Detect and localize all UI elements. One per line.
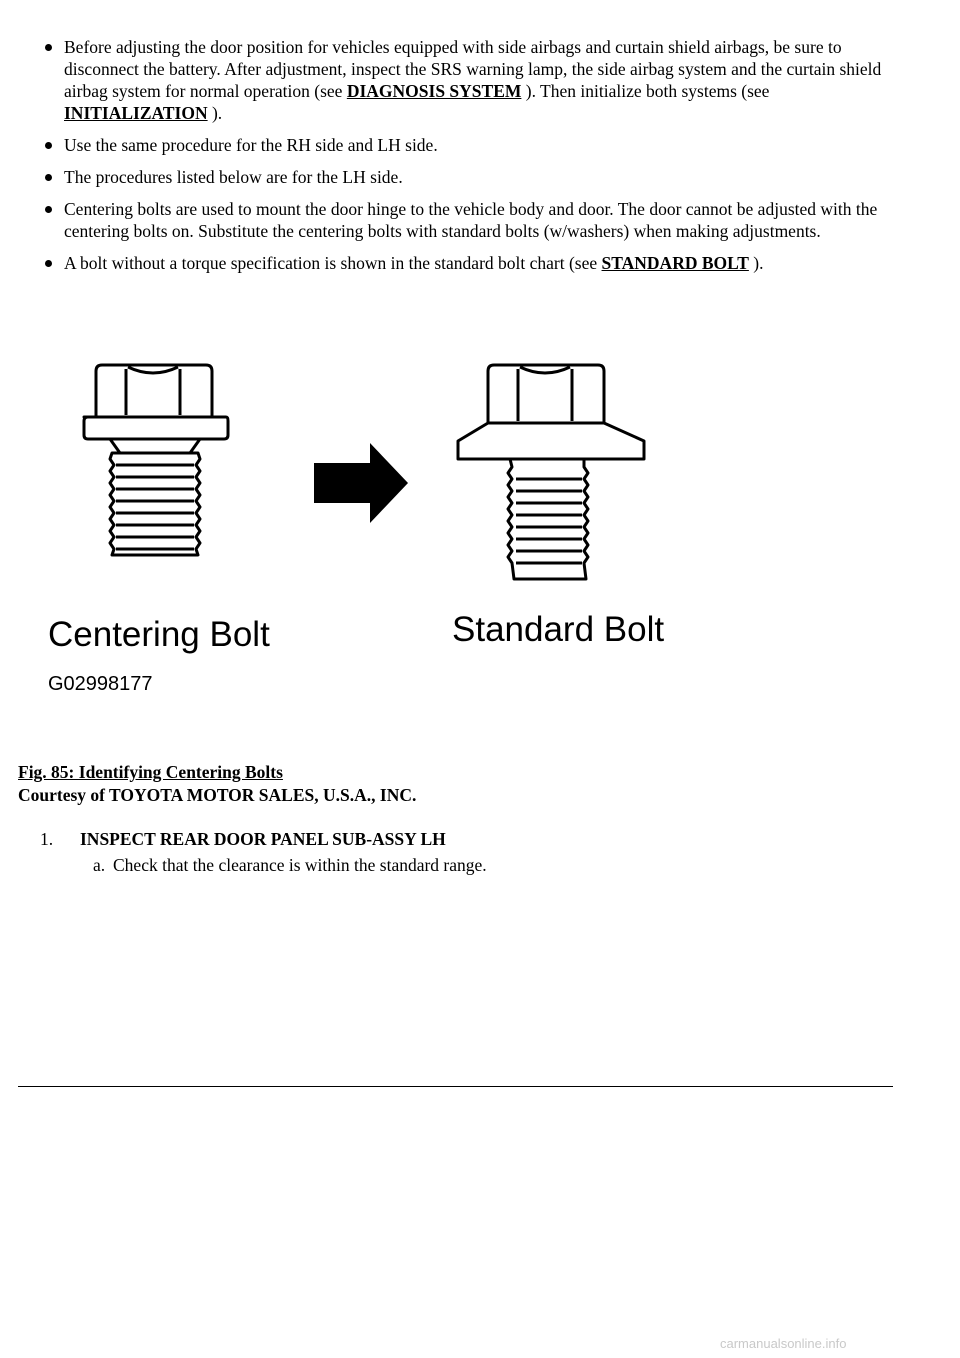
watermark: carmanualsonline.info (720, 1336, 847, 1351)
note-item: Centering bolts are used to mount the door hinge to the vehicle body and door. The door cannot be adjusted with the centering bolts on. Substitute the centering bolts with standard bolts (w/washers) when making adjustments. (40, 198, 910, 242)
step-number: 1. (40, 829, 54, 849)
procedure-substep (93, 855, 487, 876)
step-title: INSPECT REAR DOOR PANEL SUB-ASSY LH (80, 829, 446, 849)
initialization-link[interactable]: INITIALIZATION (64, 103, 208, 123)
bullet-icon (45, 206, 52, 213)
centering-bolt-label: Centering Bolt (48, 615, 270, 654)
figure-caption-title: Fig. 85: Identifying Centering Bolts (18, 762, 283, 782)
note-item: A bolt without a torque specification is shown in the standard bolt chart (see STANDARD BOLT ). (40, 252, 910, 274)
page-divider (18, 1086, 893, 1087)
standard-bolt-link[interactable]: STANDARD BOLT (601, 253, 749, 273)
procedure-step (40, 829, 446, 850)
bullet-icon (45, 142, 52, 149)
arrow-right-icon (314, 443, 408, 523)
standard-bolt-label: Standard Bolt (452, 610, 665, 649)
substep-letter: a. (93, 855, 106, 875)
centering-bolt-icon (84, 365, 228, 555)
bullet-icon (45, 174, 52, 181)
standard-bolt-icon (458, 365, 644, 579)
substep-text: Check that the clearance is within the standard range. (113, 855, 487, 875)
bullet-icon (45, 44, 52, 51)
notes-list (40, 36, 910, 284)
figure-code: G02998177 (48, 673, 153, 695)
figure-caption-credit: Courtesy of TOYOTA MOTOR SALES, U.S.A., INC. (18, 785, 417, 805)
note-item: The procedures listed below are for the LH side. (40, 166, 910, 188)
diagnosis-system-link[interactable]: DIAGNOSIS SYSTEM (346, 81, 522, 101)
bullet-icon (45, 260, 52, 267)
bolt-illustration (40, 355, 720, 700)
note-item: Use the same procedure for the RH side and LH side. (40, 134, 910, 156)
note-item: Before adjusting the door position for vehicles equipped with side airbags and curtain shield airbags, be sure to disconnect the battery. After adjustment, inspect the SRS warning lamp, the side airbag system and the curtain shield airbag system for normal operation (see DIAGNOSIS SYSTEM ). Then initialize both systems (see INITIALIZATION ). (40, 36, 910, 124)
